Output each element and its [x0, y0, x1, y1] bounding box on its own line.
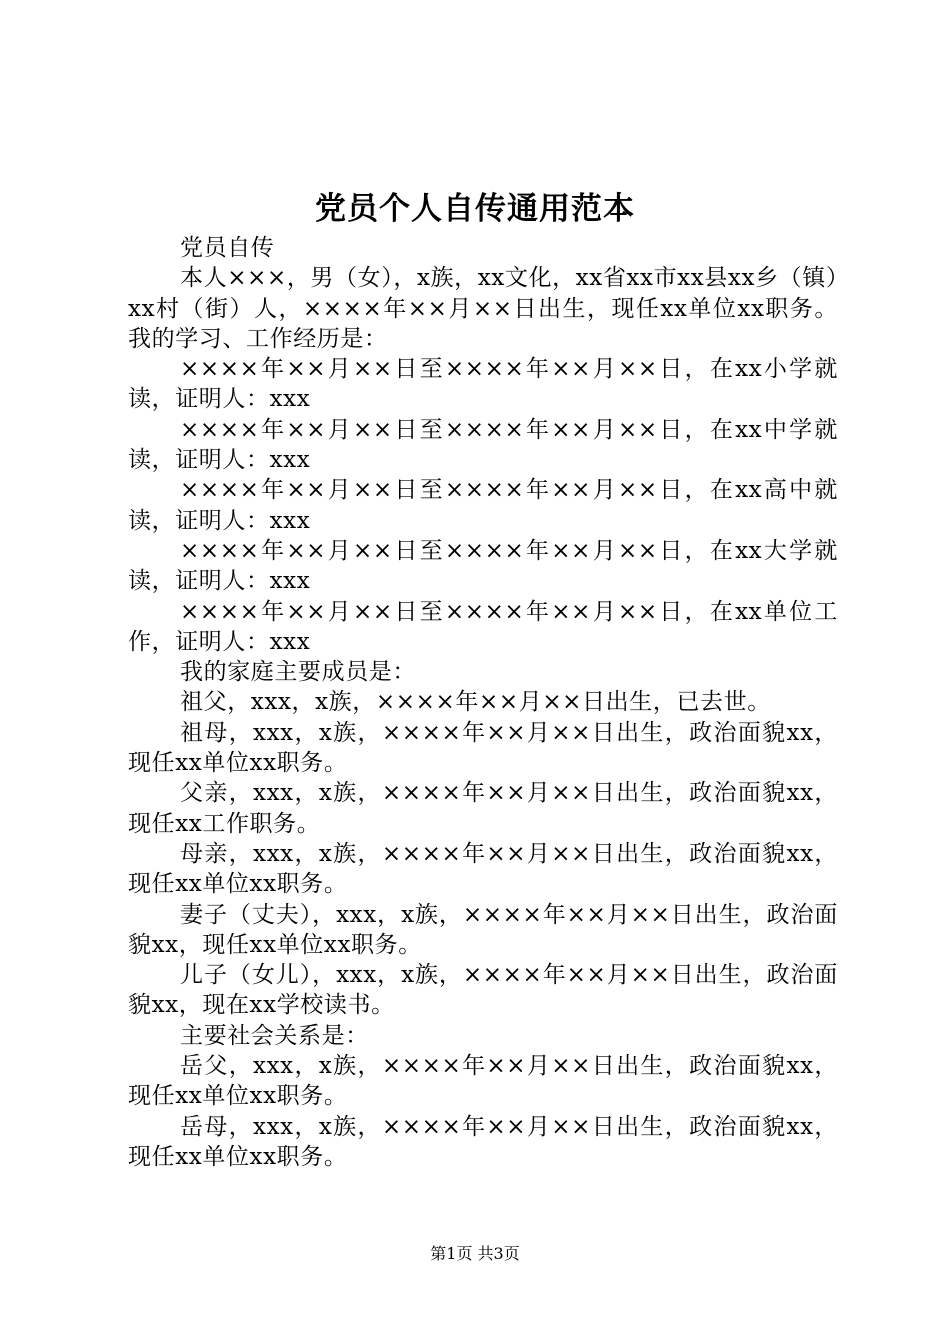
page-number-footer: 第1页 共3页: [430, 1244, 520, 1263]
paragraph-child: 儿子（女儿），xxx，x族，××××年××月××日出生，政治面貌xx，现在xx学校读书。: [128, 962, 838, 1019]
paragraph-education-middle: ××××年××月××日至××××年××月××日，在xx中学就读，证明人：xxx: [128, 416, 838, 474]
paragraph-grandfather: 祖父，xxx，x族，××××年××月××日出生，已去世。: [180, 689, 771, 716]
paragraph-education-university: ××××年××月××日至××××年××月××日，在xx大学就读，证明人：xxx: [128, 537, 838, 595]
paragraph-education-high: ××××年××月××日至××××年××月××日，在xx高中就读，证明人：xxx: [128, 477, 838, 534]
paragraph-father: 父亲，xxx，x族，××××年××月××日出生，政治面貌xx，现任xx工作职务。: [128, 780, 838, 837]
document-title: 党员个人自传通用范本: [315, 191, 635, 227]
paragraph-heading: 党员自传: [180, 235, 275, 261]
paragraph-intro: 本人×××，男（女），x族，xx文化，xx省xx市xx县xx乡（镇）xx村（街）人，××××年××月××日出生，现任xx单位xx职务。我的学习、工作经历是：: [128, 265, 838, 352]
paragraph-father-in-law: 岳父，xxx，x族，××××年××月××日出生，政治面貌xx，现任xx单位xx职务。: [128, 1053, 838, 1110]
paragraph-mother-in-law: 岳母，xxx，x族，××××年××月××日出生，政治面貌xx，现任xx单位xx职务。: [128, 1113, 838, 1170]
document-body: [128, 233, 838, 1172]
paragraph-family-heading: 我的家庭主要成员是：: [180, 659, 416, 686]
paragraph-social-heading: 主要社会关系是：: [180, 1022, 369, 1049]
paragraph-work: ××××年××月××日至××××年××月××日，在xx单位工作，证明人：xxx: [128, 598, 838, 655]
paragraph-grandmother: 祖母，xxx，x族，××××年××月××日出生，政治面貌xx，现任xx单位xx职务。: [128, 719, 838, 777]
paragraph-mother: 母亲，xxx，x族，××××年××月××日出生，政治面貌xx，现任xx单位xx职务。: [128, 840, 838, 898]
paragraph-education-primary: ××××年××月××日至××××年××月××日，在xx小学就读，证明人：xxx: [128, 356, 838, 413]
paragraph-spouse: 妻子（丈夫），xxx，x族，××××年××月××日出生，政治面貌xx，现任xx单位xx职务。: [128, 901, 838, 958]
